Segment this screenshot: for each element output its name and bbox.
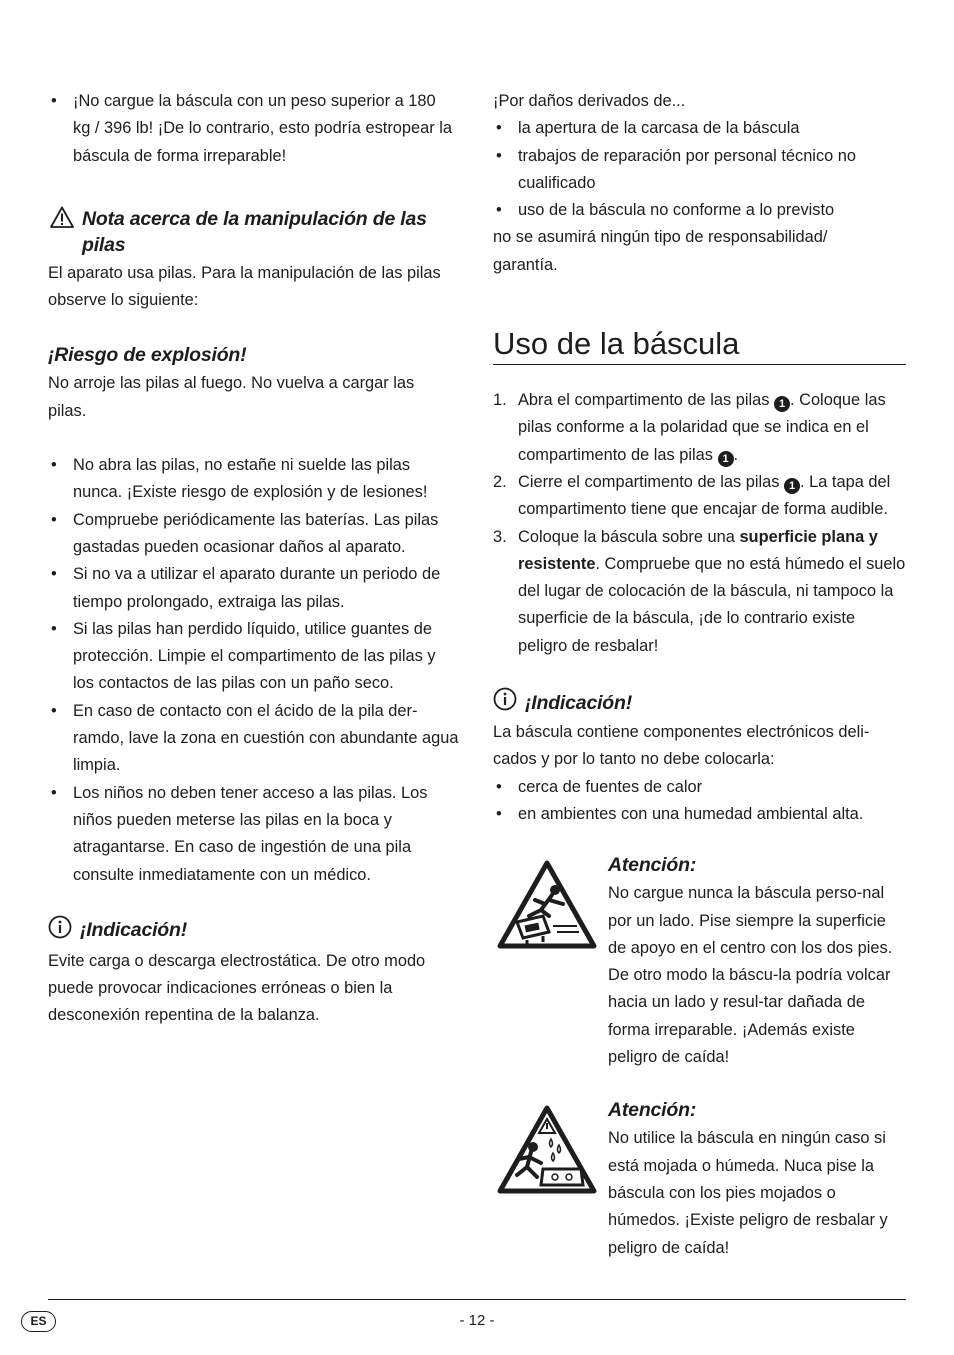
battery-intro: El aparato usa pilas. Para la manipulación de las pilas observe lo siguiente: (48, 263, 441, 310)
step-number: 2. (493, 472, 507, 491)
list-item: • No abra las pilas, no estañe ni suelde las pilas nunca. ¡Existe riesgo de explosión y de lesiones! (48, 452, 460, 507)
list-item: • en ambientes con una humedad ambiental alta. (493, 801, 906, 828)
static-note-heading (48, 915, 460, 946)
step-text: . Coloque las pilas conforme a la polaridad que se indica en el compartimento de las pilas (518, 391, 886, 464)
usage-step (493, 469, 906, 524)
battery-note-heading-text: Nota acerca de la manipulación de las pilas (82, 207, 427, 256)
damage-intro: ¡Por daños derivados de... (493, 92, 686, 110)
list-item: • Compruebe periódicamente las baterías. Las pilas gastadas pueden ocasionar daños al aparato. (48, 507, 460, 562)
damage-list (493, 115, 906, 224)
attention-fall-block (493, 852, 906, 1071)
wet-scale-slip-warning-sign (497, 1105, 597, 1195)
list-item: • Si las pilas han perdido líquido, utilice guantes de protección. Limpie el compartimento de las pilas y los contactos de las pilas con un paño seco. (48, 616, 460, 698)
step-text: Abra el compartimento de las pilas (518, 391, 774, 410)
step-number: 3. (493, 527, 507, 546)
step-text: Cierre el compartimento de las pilas (518, 472, 785, 491)
list-item: • uso de la báscula no conforme a lo previsto (493, 197, 906, 224)
static-note-heading-text: ¡Indicación! (80, 919, 188, 942)
static-note-text: Evite carga o descarga electrostática. De otro modo puede provocar indicaciones erróneas o bien la desconexión repentina de la balanza. (48, 951, 426, 1025)
list-item: • cerca de fuentes de calor (493, 774, 906, 801)
step-text: Coloque la báscula sobre una (518, 527, 740, 546)
attention-fall-heading: Atención: (608, 854, 697, 877)
language-badge: ES (21, 1311, 56, 1332)
damage-outro: no se asumirá ningún tipo de responsabilidad/ garantía. (493, 228, 828, 274)
battery-note-heading (48, 206, 460, 258)
placement-note-heading (493, 687, 906, 718)
usage-step (493, 387, 906, 469)
explosion-text: No arroje las pilas al fuego. No vuelva a cargar las pilas. (48, 374, 415, 420)
attention-wet-text: No utilice la báscula en ningún caso si está mojada o húmeda. Nuca pise la báscula con los pies mojados o húmedos. ¡Existe peligro de resbalar y peligro de caída! (608, 1129, 888, 1257)
list-item: • ¡No cargue la báscula con un peso superior a 180 kg / 396 lb! ¡De lo contrario, esto podría estropear la báscula de forma irreparable! (48, 88, 460, 170)
section-title: Uso de la báscula (493, 324, 906, 365)
usage-step (493, 524, 906, 660)
info-circle-icon (48, 915, 72, 946)
list-item: • Los niños no deben tener acceso a las pilas. Los niños pueden meterse las pilas en la boca y atragantarse. En caso de ingestión de una pila consulte inmediatamente con un médico. (48, 780, 460, 889)
placement-note-heading-text: ¡Indicación! (525, 691, 633, 714)
step-text: . (733, 445, 739, 464)
list-item: • Si no va a utilizar el aparato durante un periodo de tiempo prolongado, extraiga las pilas. (48, 561, 460, 616)
info-circle-icon (493, 687, 517, 718)
step-text: . La tapa del compartimento tiene que encajar de forma audible. (518, 472, 891, 519)
ref-marker-1: 1 (784, 478, 800, 494)
list-item: • En caso de contacto con el ácido de la pila der-ramdo, lave la zona en cuestión con abundante agua limpia. (48, 698, 460, 780)
ref-marker-1: 1 (718, 451, 734, 467)
attention-wet-heading: Atención: (608, 1099, 697, 1122)
list-item: • la apertura de la carcasa de la báscula (493, 115, 906, 142)
left-column (48, 88, 460, 1030)
attention-wet-block (493, 1097, 906, 1261)
right-column (493, 88, 906, 1262)
step-number: 1. (493, 391, 507, 410)
placement-list (493, 774, 906, 829)
step-text: . Compruebe que no está húmedo el suelo del lugar de colocación de la báscula, ni tampoco la superficie de la báscula, ¡de lo contrario existe peligro de resbalar! (518, 554, 906, 655)
usage-steps (493, 387, 906, 660)
placement-note-text: La báscula contiene componentes electrónicos deli-cados y por lo tanto no debe colocarla: (493, 723, 870, 769)
step-emphasis: superficie plana y resistente (518, 527, 878, 573)
tipping-scale-fall-warning-sign (497, 860, 597, 950)
battery-safety-list (48, 452, 460, 889)
page-number: - 12 - (459, 1312, 495, 1329)
weight-limit-list (48, 88, 460, 170)
warning-triangle-icon (50, 206, 74, 235)
footer-divider (48, 1299, 906, 1300)
ref-marker-1: 1 (774, 396, 790, 412)
list-item: • trabajos de reparación por personal técnico no cualificado (493, 143, 906, 198)
attention-fall-text: No cargue nunca la báscula perso-nal por un lado. Pise siempre la superficie de apoyo en el centro con los dos pies. De otro modo la báscu-la podría volcar hacia un lado y resul-tar dañada de forma irreparable. ¡Además existe peligro de caída! (608, 884, 893, 1067)
explosion-heading: ¡Riesgo de explosión! (48, 344, 247, 367)
